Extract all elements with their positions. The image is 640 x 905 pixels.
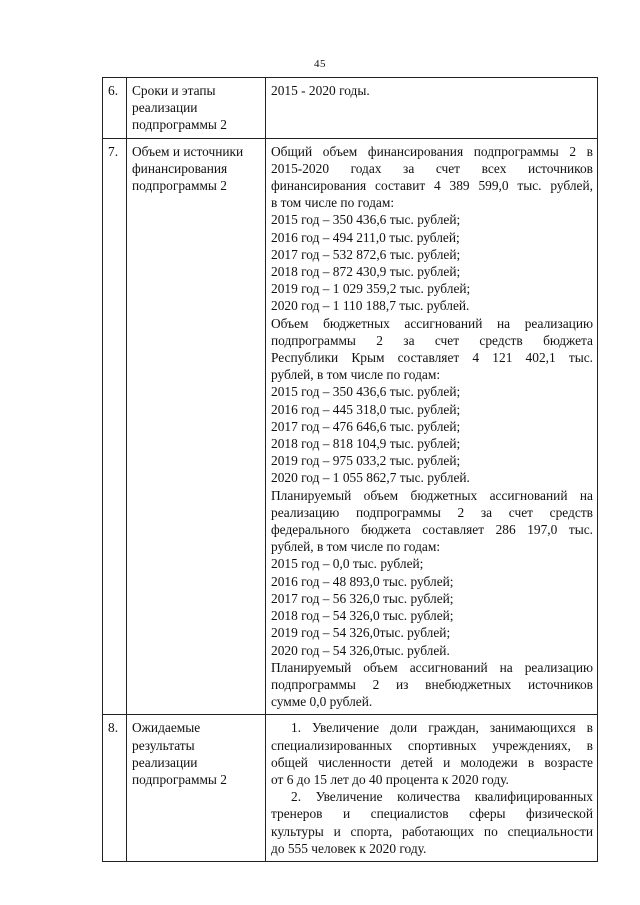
justified-line: подпрограммы 2 за счет средств бюджета — [271, 332, 593, 348]
crimea-budget-paragraph — [271, 315, 593, 487]
content-line: до 555 человек к 2020 году. — [271, 840, 427, 856]
year-amount-line: 2017 год – 532 872,6 тыс. рублей; — [271, 246, 461, 262]
row-label — [127, 138, 266, 715]
label-line: реализации — [132, 100, 198, 116]
year-amount-line: 2019 год – 1 029 359,2 тыс. рублей; — [271, 281, 471, 297]
justified-line: Общий объем финансирования подпрограммы 2 в — [271, 143, 593, 159]
year-amount-line: 2020 год – 54 326,0тыс. рублей. — [271, 642, 450, 658]
label-line: подпрограммы 2 — [132, 117, 227, 133]
justified-line: подпрограммы 2 из внебюджетных источников — [271, 676, 593, 692]
justified-line: Планируемый объем бюджетных ассигнований на — [271, 487, 593, 503]
label-line: результаты — [132, 737, 195, 753]
year-amount-line: 2015 год – 350 436,6 тыс. рублей; — [271, 384, 461, 400]
row-content — [266, 138, 598, 715]
year-amount-line: 2019 год – 975 033,2 тыс. рублей; — [271, 453, 461, 469]
financing-total-paragraph — [271, 143, 593, 315]
year-amount-line: 2020 год – 1 055 862,7 тыс. рублей. — [271, 470, 470, 486]
table-row — [103, 715, 598, 862]
justified-line: 2. Увеличение количества квалифицированных — [291, 789, 593, 805]
justified-line: Планируемый объем ассигнований на реализацию — [271, 659, 593, 675]
content-line: от 6 до 15 лет до 40 процента к 2020 году. — [271, 771, 509, 787]
justified-line: Республики Крым составляет 4 121 402,1 тыс. — [271, 350, 593, 366]
label-line: подпрограммы 2 — [132, 178, 227, 194]
justified-line: Объем бюджетных ассигнований на реализацию — [271, 315, 593, 331]
row-content — [266, 78, 598, 139]
table-row — [103, 138, 598, 715]
year-amount-line: 2018 год – 818 104,9 тыс. рублей; — [271, 436, 461, 452]
justified-line: финансирования составит 4 389 599,0 тыс. рублей, — [271, 178, 593, 194]
row-label — [127, 715, 266, 862]
year-amount-line: 2017 год – 56 326,0 тыс. рублей; — [271, 590, 454, 606]
content-line: рублей, в том числе по годам: — [271, 367, 441, 383]
justified-line: тренеров и специалистов сферы физической — [271, 806, 593, 822]
justified-line: специализированных спортивных учреждениях, в — [271, 737, 593, 753]
year-amount-line: 2016 год – 48 893,0 тыс. рублей; — [271, 573, 454, 589]
content-line: рублей, в том числе по годам: — [271, 539, 441, 555]
label-line: финансирования — [132, 160, 228, 176]
year-amount-line: 2017 год – 476 646,6 тыс. рублей; — [271, 418, 461, 434]
row-content — [266, 715, 598, 862]
result-item-1 — [271, 719, 593, 788]
year-amount-line: 2018 год – 54 326,0 тыс. рублей; — [271, 608, 454, 624]
justified-line: культуры и спорта, работающих по специальности — [271, 823, 593, 839]
year-amount-line: 2015 год – 0,0 тыс. рублей; — [271, 556, 424, 572]
content-line: в том числе по годам: — [271, 195, 395, 211]
label-line: реализации — [132, 754, 198, 770]
label-line: Объем и источники — [132, 143, 244, 159]
extrabudgetary-paragraph — [271, 659, 593, 711]
content-line: 2015 - 2020 годы. — [271, 83, 370, 98]
subprogram-table — [102, 77, 598, 862]
table-row — [103, 78, 598, 139]
year-amount-line: 2016 год – 494 211,0 тыс. рублей; — [271, 229, 460, 245]
row-label — [127, 78, 266, 139]
justified-line: 1. Увеличение доли граждан, занимающихся в — [291, 720, 593, 736]
result-item-2 — [271, 788, 593, 857]
row-number: 7. — [103, 138, 127, 715]
label-line: Ожидаемые — [132, 720, 201, 736]
year-amount-line: 2016 год – 445 318,0 тыс. рублей; — [271, 401, 461, 417]
content-line: сумме 0,0 рублей. — [271, 694, 373, 710]
year-amount-line: 2019 год – 54 326,0тыс. рублей; — [271, 625, 451, 641]
label-line: Сроки и этапы — [132, 83, 216, 98]
justified-line: 2015-2020 годах за счет всех источников — [271, 160, 593, 176]
justified-line: общей численности детей и молодежи в возрасте — [271, 754, 593, 770]
row-number: 6. — [103, 78, 127, 139]
year-amount-line: 2015 год – 350 436,6 тыс. рублей; — [271, 212, 461, 228]
justified-line: федерального бюджета составляет 286 197,0 тыс. — [271, 522, 593, 538]
label-line: подпрограммы 2 — [132, 771, 227, 787]
justified-line: реализацию подпрограммы 2 за счет средств — [271, 504, 593, 520]
year-amount-line: 2018 год – 872 430,9 тыс. рублей; — [271, 264, 461, 280]
year-amount-line: 2020 год – 1 110 188,7 тыс. рублей. — [271, 298, 470, 314]
federal-budget-paragraph — [271, 487, 593, 659]
page-number: 45 — [314, 58, 326, 70]
row-number: 8. — [103, 715, 127, 862]
